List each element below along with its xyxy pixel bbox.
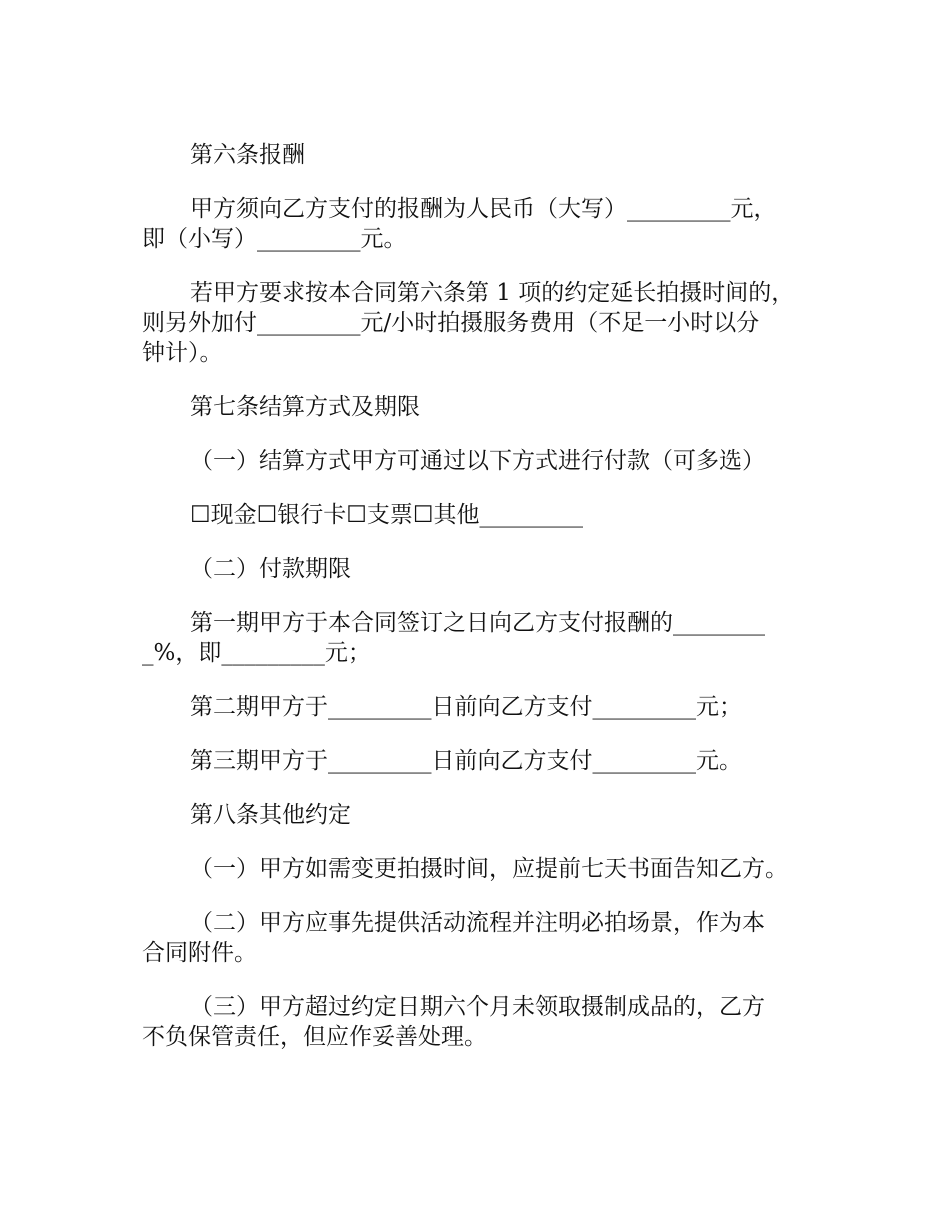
article7-subsection-1: （一）结算方式甲方可通过以下方式进行付款（可多选） [190, 448, 765, 474]
article8-item-1: （一）甲方如需变更拍摄时间，应提前七天书面告知乙方。 [190, 856, 788, 882]
text-line: 合同附件。 [142, 940, 257, 966]
text-line: 则另外加付_________元/小时拍摄服务费用（不足一小时以分 [142, 310, 760, 336]
article6-paragraph-2 [142, 278, 817, 368]
text-line: 即（小写）_________元。 [142, 226, 407, 252]
text-line: _%，即_________元； [142, 640, 371, 666]
text-line: 不负保管责任，但应作妥善处理。 [142, 1024, 487, 1050]
text-line: （二）甲方应事先提供活动流程并注明必拍场景，作为本 [190, 910, 765, 936]
article8-item-3 [142, 992, 817, 1052]
payment-phase-1 [142, 608, 817, 668]
payment-phase-2: 第二期甲方于_________日前向乙方支付_________元； [190, 694, 742, 720]
article7-subsection-2: （二）付款期限 [190, 556, 351, 582]
text-line: 钟计）。 [142, 340, 223, 366]
text-line: （三）甲方超过约定日期六个月未领取摄制成品的，乙方 [190, 994, 765, 1020]
payment-options: ☐现金☐银行卡☐支票☐其他_________ [190, 502, 583, 528]
payment-phase-3: 第三期甲方于_________日前向乙方支付_________元。 [190, 748, 742, 774]
article8-title: 第八条其他约定 [190, 802, 351, 828]
article7-title: 第七条结算方式及期限 [190, 394, 420, 420]
article8-item-2 [142, 908, 817, 968]
text-line: 甲方须向乙方支付的报酬为人民币（大写）_________元， [190, 196, 777, 222]
article6-title: 第六条报酬 [190, 142, 305, 168]
contract-page [142, 140, 817, 1076]
text-line: 若甲方要求按本合同第六条第 1 项的约定延长拍摄时间的， [190, 280, 795, 306]
text-line: 第一期甲方于本合同签订之日向乙方支付报酬的________ [190, 610, 765, 636]
article6-paragraph-1 [142, 194, 817, 254]
